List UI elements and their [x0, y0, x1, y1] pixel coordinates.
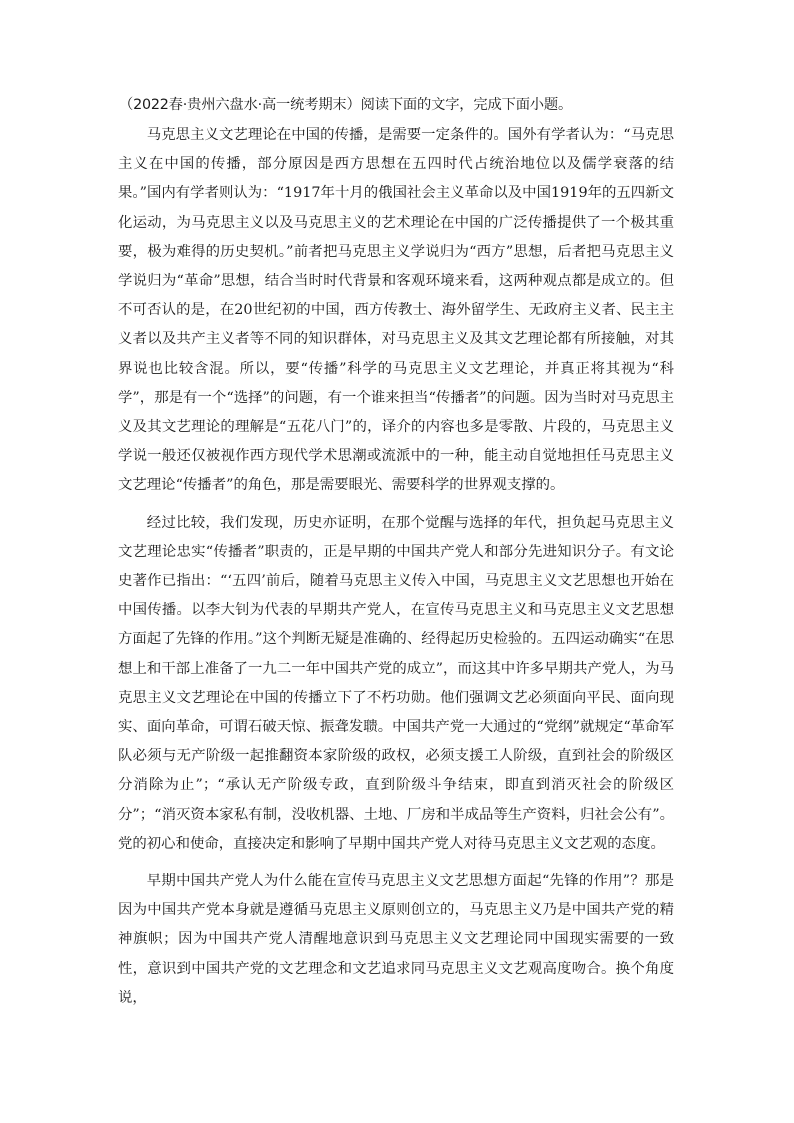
- document-page: [118, 95, 674, 1013]
- reading-passage: [118, 121, 674, 1013]
- passage-paragraph-3: 早期中国共产党人为什么能在宣传马克思主义文艺思想方面起“先锋的作用”？那是因为中国共产党本身就是遵循马克思主义原则创立的，马克思主义乃是中国共产党的精神旗帜；因为中国共产党人清醒地意识到马克思主义文艺理论同中国现实需要的一致性，意识到中国共产党的文艺理念和文艺追求同马克思主义文艺观高度吻合。换个角度说，: [118, 873, 674, 1006]
- passage-paragraph-2: 经过比较，我们发现，历史亦证明，在那个觉醒与选择的年代，担负起马克思主义文艺理论忠实“传播者”职责的，正是早期的中国共产党人和部分先进知识分子。有文论史著作已指出：“‘五四’前后，随着马克思主义传入中国，马克思主义文艺思想也开始在中国传播。以李大钊为代表的早期共产党人，在宣传马克思主义和马克思主义文艺思想方面起了先锋的作用。”这个判断无疑是准确的、经得起历史检验的。五四运动确实“在思想上和干部上准备了一九二一年中国共产党的成立”，而这其中许多早期共产党人，为马克思主义文艺理论在中国的传播立下了不朽功勋。他们强调文艺必须面向平民、面向现实、面向革命，可谓石破天惊、振聋发聩。中国共产党一大通过的“党纲”就规定“革命军队必须与无产阶级一起推翻资本家阶级的政权，必须支援工人阶级，直到社会的阶级区分消除为止”；“承认无产阶级专政，直到阶级斗争结束，即直到消灭社会的阶级区分”；“消灭资本家私有制，没收机器、土地、厂房和半成品等生产资料，归社会公有”。党的初心和使命，直接决定和影响了早期中国共产党人对待马克思主义文艺观的态度。: [118, 514, 674, 852]
- passage-paragraph-1: 马克思主义文艺理论在中国的传播，是需要一定条件的。国外有学者认为：“马克思主义在中国的传播，部分原因是西方思想在五四时代占统治地位以及儒学衰落的结果。”国内有学者则认为：“1917年十月的俄国社会主义革命以及中国1919年的五四新文化运动，为马克思主义以及马克思主义的艺术理论在中国的广泛传播提供了一个极其重要，极为难得的历史契机。”前者把马克思主义学说归为“西方”思想，后者把马克思主义学说归为“革命”思想，结合当时时代背景和客观环境来看，这两种观点都是成立的。但不可否认的是，在20世纪初的中国，西方传教士、海外留学生、无政府主义者、民主主义者以及共产主义者等不同的知识群体，对马克思主义及其文艺理论都有所接触，对其界说也比较含混。所以，要“传播”科学的马克思主义文艺理论，并真正将其视为“科学”，那是有一个“选择”的问题，有一个谁来担当“传播者”的问题。因为当时对马克思主义及其文艺理论的理解是“五花八门”的，译介的内容也多是零散、片段的，马克思主义学说一般还仅被视作西方现代学术思潮或流派中的一种，能主动自觉地担任马克思主义文艺理论“传播者”的角色，那是需要眼光、需要科学的世界观支撑的。: [118, 127, 674, 494]
- question-source-line: （2022春·贵州六盘水·高一统考期末）阅读下面的文字，完成下面小题。: [119, 97, 573, 113]
